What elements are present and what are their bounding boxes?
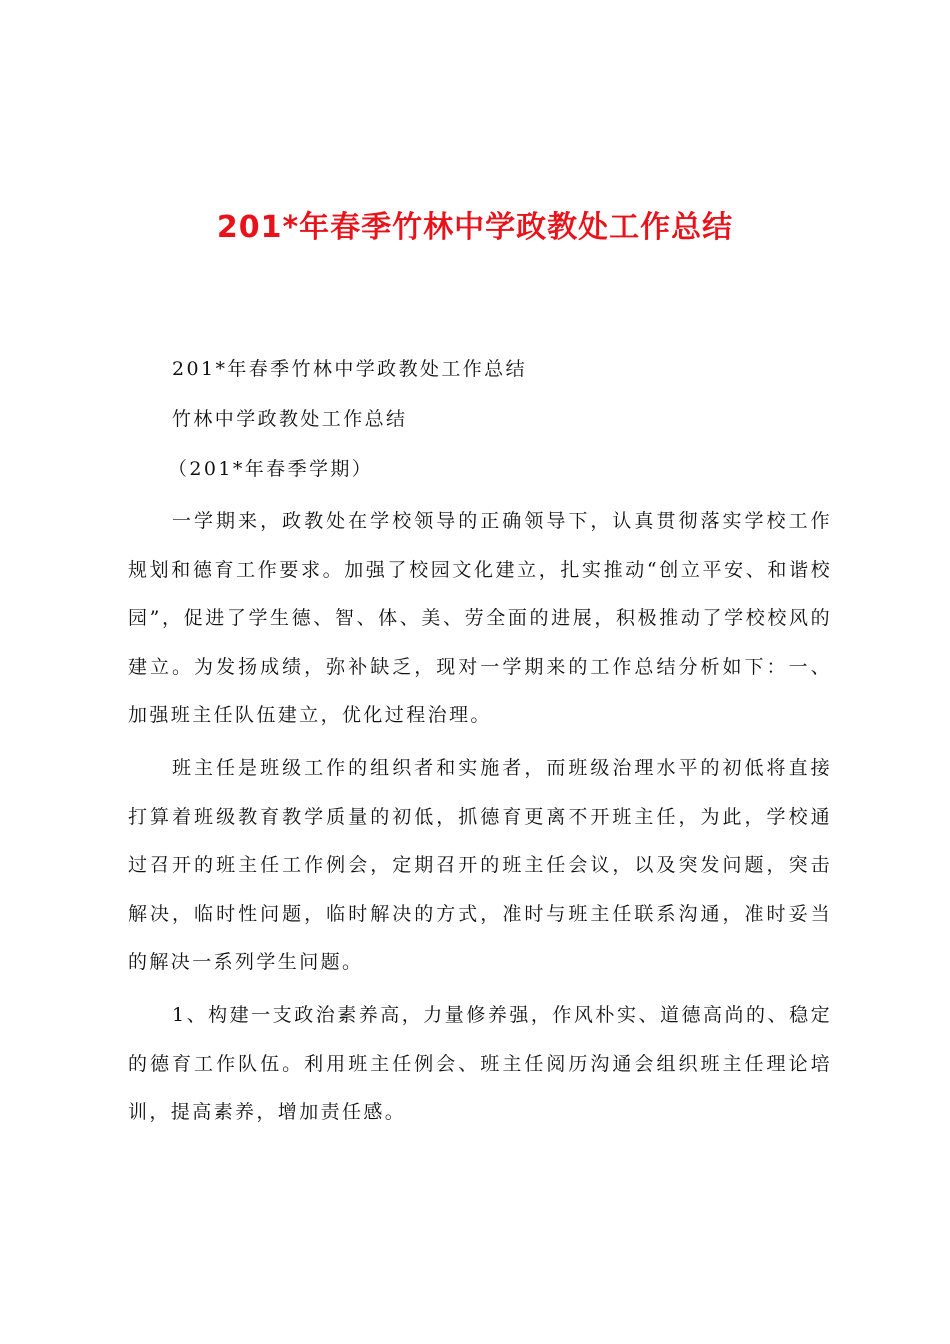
subtitle-line: 201*年春季竹林中学政教处工作总结 bbox=[172, 358, 527, 380]
subtitle-line: 竹林中学政教处工作总结 bbox=[172, 408, 408, 430]
body-paragraph: 一学期来，政教处在学校领导的正确领导下，认真贯彻落实学校工作规划和德育工作要求。加强了校园文化建立，扎实推动“创立平安、和谐校园”，促进了学生德、智、体、美、劳全面的进展，积极推动了学校校风的建立。为发扬成绩，弥补缺乏，现对一学期来的工作总结分析如下：一、加强班主任队伍建立，优化过程治理。 bbox=[128, 510, 832, 727]
body-paragraph: 1、构建一支政治素养高，力量修养强，作风朴实、道德高尚的、稳定的德育工作队伍。利用班主任例会、班主任阅历沟通会组织班主任理论培训，提高素养，增加责任感。 bbox=[128, 1003, 832, 1124]
document-body bbox=[128, 344, 832, 1137]
body-paragraph: 班主任是班级工作的组织者和实施者，而班级治理水平的初低将直接打算着班级教育教学质量的初低，抓德育更离不开班主任，为此，学校通过召开的班主任工作例会，定期召开的班主任会议，以及突发问题，突击解决，临时性问题，临时解决的方式，准时与班主任联系沟通，准时妥当的解决一系列学生问题。 bbox=[128, 756, 832, 974]
semester-line: （201*年春季学期） bbox=[168, 458, 374, 480]
document-title: 201*年春季竹林中学政教处工作总结 bbox=[216, 210, 734, 245]
